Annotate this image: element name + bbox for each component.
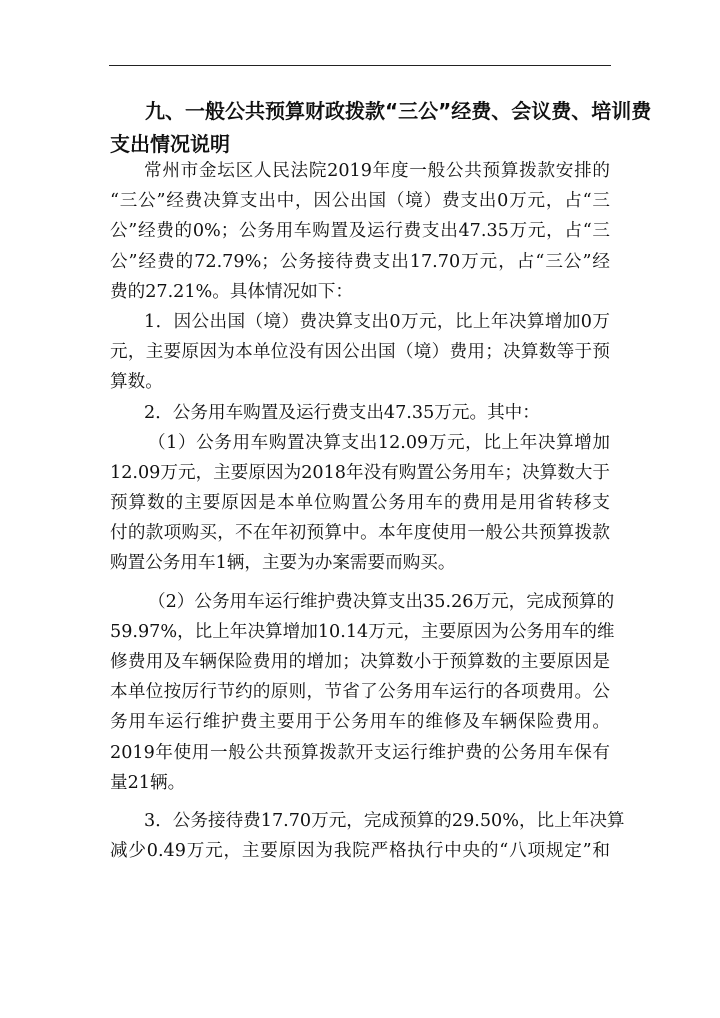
- paragraph-line: 3．公务接待费17.70万元，完成预算的29.50%，比上年决算: [144, 810, 625, 831]
- paragraph-line: 公”经费的0%；公务用车购置及运行费支出47.35万元，占“三: [110, 221, 610, 242]
- paragraph-line: 元，主要原因为本单位没有因公出国（境）费用；决算数等于预: [110, 342, 610, 363]
- paragraph-line: 务用车运行维护费主要用于公务用车的维修及车辆保险费用。: [110, 712, 610, 733]
- section-heading-line-2: 支出情况说明: [110, 132, 230, 156]
- paragraph-line: （1）公务用车购置决算支出12.09万元，比上年决算增加: [148, 432, 610, 453]
- paragraph-line: 公”经费的72.79%；公务接待费支出17.70万元，占“三公”经: [110, 251, 610, 272]
- paragraph-line: （2）公务用车运行维护费决算支出35.26万元，完成预算的: [148, 591, 615, 612]
- paragraph-line: 修费用及车辆保险费用的增加；决算数小于预算数的主要原因是: [110, 652, 610, 672]
- section-heading-line-1: 九、一般公共预算财政拨款“三公”经费、会议费、培训费: [145, 99, 652, 123]
- paragraph-line: 算数。: [110, 372, 163, 393]
- paragraph-line: 12.09万元，主要原因为2018年没有购置公务用车；决算数大于: [110, 462, 610, 483]
- paragraph-line: 费的27.21%。具体情况如下：: [110, 281, 354, 302]
- paragraph-line: 减少0.49万元，主要原因为我院严格执行中央的“八项规定”和: [110, 841, 610, 862]
- paragraph-line: 常州市金坛区人民法院2019年度一般公共预算拨款安排的: [144, 161, 610, 181]
- paragraph-line: 2019年使用一般公共预算拨款开支运行维护费的公务用车保有: [110, 742, 610, 763]
- paragraph-line: 量21辆。: [110, 772, 186, 793]
- paragraph-line: 预算数的主要原因是本单位购置公务用车的费用是用省转移支: [110, 493, 610, 514]
- header-rule: [109, 65, 611, 66]
- document-body: [110, 156, 625, 866]
- paragraph-line: 本单位按厉行节约的原则，节省了公务用车运行的各项费用。公: [110, 682, 610, 703]
- paragraph-line: 59.97%，比上年决算增加10.14万元，主要原因为公务用车的维: [110, 621, 615, 642]
- paragraph-line: 2．公务用车购置及运行费支出47.35万元。其中：: [144, 402, 540, 423]
- section-heading: [110, 95, 652, 161]
- paragraph-line: “三公”经费决算支出中，因公出国（境）费支出0万元，占“三: [110, 191, 610, 212]
- paragraph-line: 1．因公出国（境）费决算支出0万元，比上年决算增加0万: [144, 311, 610, 332]
- paragraph-line: 购置公务用车1辆，主要为办案需要而购买。: [110, 553, 456, 574]
- paragraph-line: 付的款项购买，不在年初预算中。本年度使用一般公共预算拨款: [110, 523, 610, 544]
